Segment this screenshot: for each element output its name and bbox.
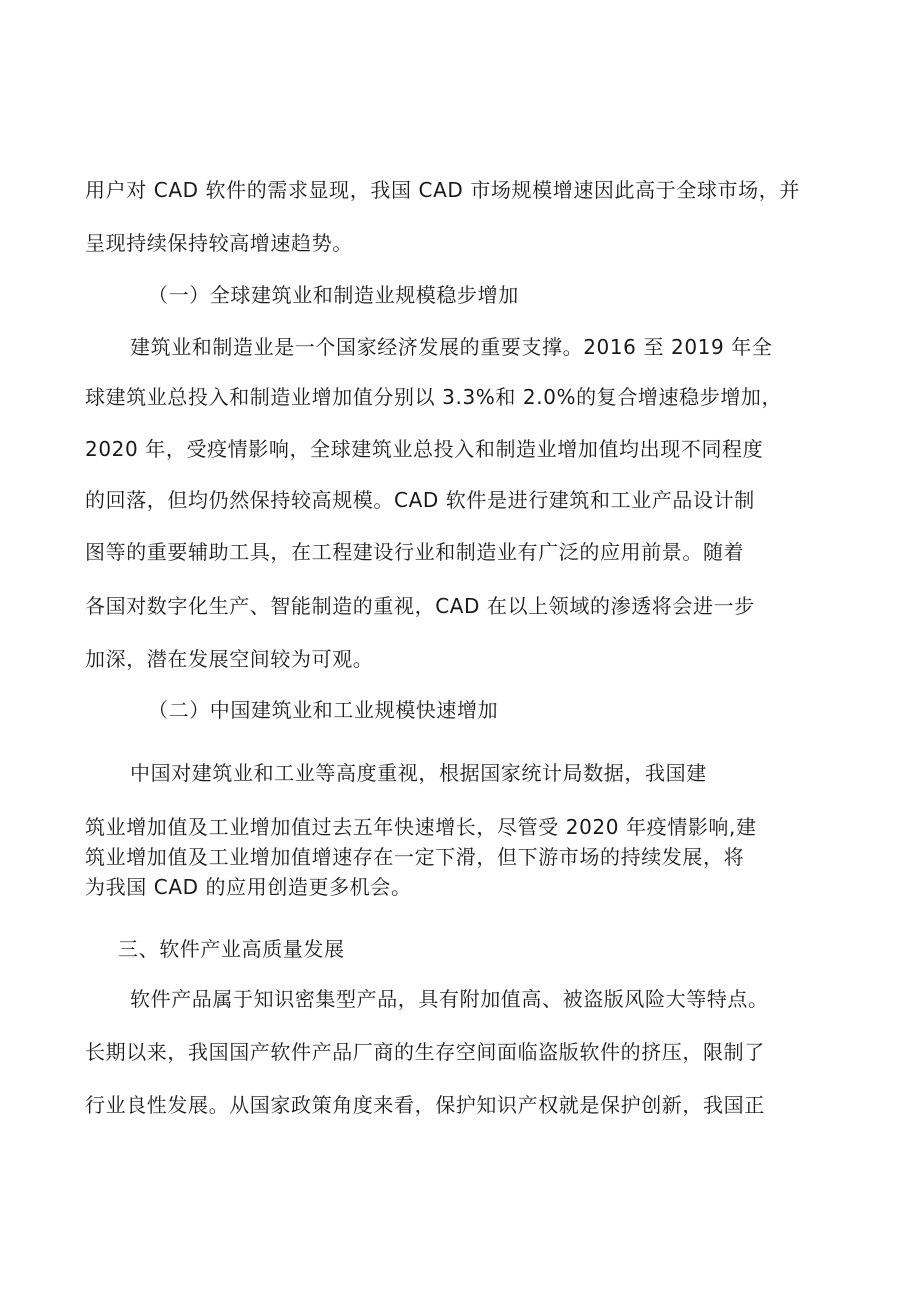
paragraph-2-line-1: 建筑业和制造业是一个国家经济发展的重要支撑。2016 至 2019 年全 [130, 335, 773, 359]
paragraph-3-line-2: 筑业增加值及工业增加值过去五年快速增长，尽管受 2020 年疫情影响,建 [85, 815, 757, 839]
paragraph-3-line-3: 筑业增加值及工业增加值增速存在一定下滑，但下游市场的持续发展，将 [85, 845, 745, 869]
paragraph-2-line-5: 图等的重要辅助工具，在工程建设行业和制造业有广泛的应用前景。随着 [85, 540, 745, 564]
paragraph-3-line-1: 中国对建筑业和工业等高度重视，根据国家统计局数据，我国建 [130, 761, 707, 785]
paragraph-2-line-7: 加深，潜在发展空间较为可观。 [85, 647, 374, 671]
paragraph-4-line-1: 软件产品属于知识密集型产品，具有附加值高、被盗版风险大等特点。 [130, 987, 769, 1011]
section-heading-1: （一）全球建筑业和制造业规模稳步增加 [148, 283, 519, 307]
section-heading-2: （二）中国建筑业和工业规模快速增加 [148, 698, 499, 722]
paragraph-2-line-3: 2020 年，受疫情影响，全球建筑业总投入和制造业增加值均出现不同程度 [85, 437, 764, 461]
paragraph-1-line-1: 用户对 CAD 软件的需求显现，我国 CAD 市场规模增速因此高于全球市场，并 [85, 178, 800, 202]
paragraph-3-line-4: 为我国 CAD 的应用创造更多机会。 [85, 875, 412, 899]
paragraph-2-line-2: 球建筑业总投入和制造业增加值分别以 3.3%和 2.0%的复合增速稳步增加， [85, 385, 783, 409]
paragraph-4-line-2: 长期以来，我国国产软件产品厂商的生存空间面临盗版软件的挤压，限制了 [85, 1040, 765, 1064]
paragraph-4-line-3: 行业良性发展。从国家政策角度来看，保护知识产权就是保护创新，我国正 [85, 1093, 765, 1117]
paragraph-2-line-4: 的回落，但均仍然保持较高规模。CAD 软件是进行建筑和工业产品设计制 [85, 488, 755, 512]
paragraph-1-line-2: 呈现持续保持较高增速趋势。 [85, 231, 353, 255]
section-heading-3: 三、软件产业高质量发展 [118, 937, 345, 961]
paragraph-2-line-6: 各国对数字化生产、智能制造的重视，CAD 在以上领域的渗透将会进一步 [85, 594, 755, 618]
